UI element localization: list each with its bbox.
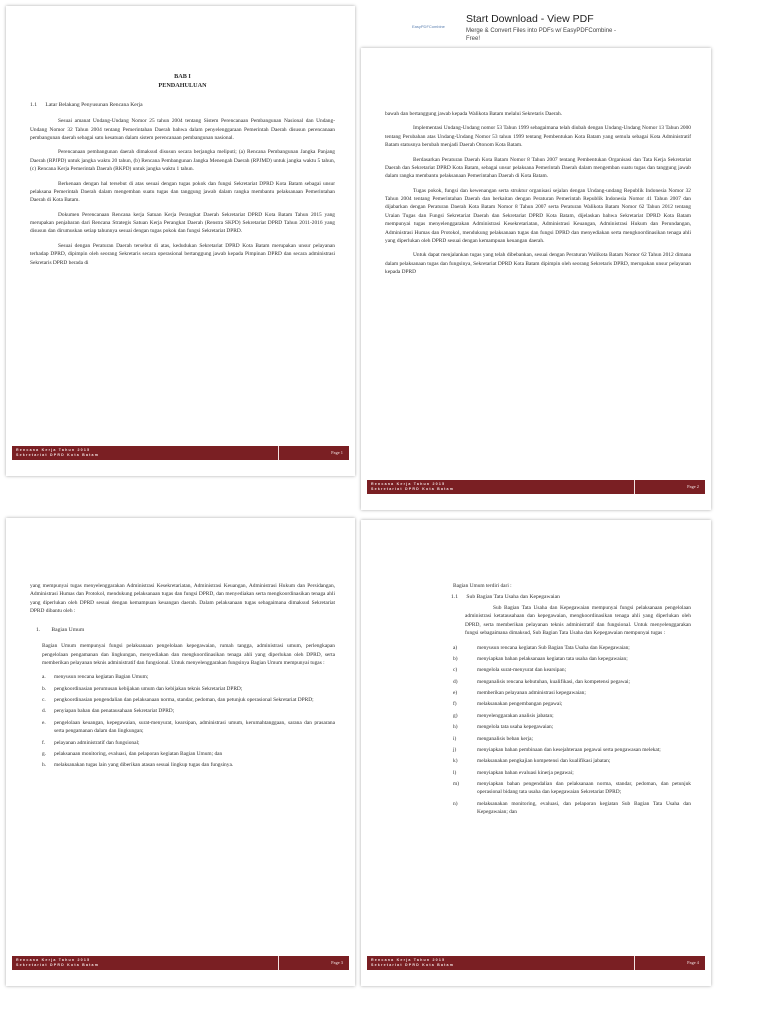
paragraph: Berkenaan dengan hal tersebut di atas sesuai dengan tugas pokok dan fungsi Sekretariat DPRD Kota Batam sebagai unsur pelaksana Pemerintah Daerah dalam mengemban suatu tugas dan tanggung jawab dalam rangka membantu pelaksanaan Pemerintahan Daerah di Kota Batam. [30, 180, 335, 204]
list-item: g) menyelenggarakan analisis jabatan; [453, 712, 554, 719]
paragraph: Berdasarkan Peraturan Daerah Kota Batam Nomor 8 Tahun 2007 tentang Pembentukan Organisasi dan Tata Kerja Sekretariat Daerah dan Sekretariat DPRD Kota Batam, sebagai unsur pelaksana Pemerintah Daerah dalam mengemban suatu tugas dan tanggung jawab dalam rangka membantu pelaksanaan Pemerintahan Daerah di Kota Batam. [385, 156, 691, 180]
subsection-title: Bagian Umum [51, 626, 85, 633]
paragraph: Implementasi Undang-Undang nomor 53 Tahun 1999 sebagaimana telah diubah dengan Undang-Undang Nomor 13 Tahun 2000 tentang Perubahan atas Undang-Undang Nomor 53 tahun 1999 tentang Pembentukan Kota Batam yang semula sebagai Kota Administratif Batam statusnya berubah menjadi Daerah Otonom Kota Batam. [385, 125, 691, 149]
paragraph: Bagian Umum terdiri dari : [453, 583, 512, 589]
section-title: Latar Belakang Penyusunan Rencana Kerja [45, 101, 143, 108]
document-page-2 [361, 48, 711, 510]
paragraph: Perencanaan pembangunan daerah dimaksud disusun secara berjangka meliputi; (a) Rencana Pembangunan Jangka Panjang Daerah (RPJPD) untuk jangka waktu 20 tahun, (b) Rencana Pembangunan Jangka Menengah Daerah (RPJMD) untuk jangka waktu 5 tahun, (c) Rencana Kerja Pemerintah Daerah (RKPD) untuk jangka waktu 1 tahun. [30, 149, 335, 173]
subsection-heading [36, 626, 335, 635]
list-item: l) menyiapkan bahan evaluasi kinerja pegawai; [453, 769, 574, 776]
list-item: d) menganalisis rencana kebutuhan, kualifikasi, dan kompetensi pegawai; [453, 678, 630, 685]
footer-subtitle: Sekretariat DPRD Kota Batam [371, 963, 455, 967]
paragraph: yang mempunyai tugas menyelenggarakan Administrasi Kesekretariatan, Administrasi Keuangan, Administrasi Hukum dan Persidangan, Administrasi Humas dan Protokol, mendukung pelaksanaan tugas dan fungsi DPRD, dan menyediakan serta mengkoordinasikan tenaga ahli yang diperlukan oleh DPRD sesuai dengan kemampuan keuangan daerah. Dalam pelaksanaan tugas sebagaimana dimaksud Sekretariat DPRD dibantu oleh : [30, 583, 335, 615]
document-page-4 [361, 520, 711, 986]
ad-title-link[interactable]: Start Download - View PDF [466, 13, 594, 25]
paragraph: Tugas pokok, fungsi dan kewenangan serta struktur organisasi sejalan dengan Undang-undang Republik Indonesia Nomor 32 Tahun 2004 tentang Pemerintahan Daerah dan berkaitan dengan Peraturan Pemerintah Republik Indonesia Nomor 41 Tahun 2007 dan dijabarkan dengan Peraturan Daerah Kota Batam Nomor 8 Tahun 2007 serta Peraturan Walikota Batam Nomor 62 Tahun 2012 tentang Uraian Tugas dan Fungsi Sekretariat Daerah dan Sekretariat DPRD Kota Batam, dijelaskan bahwa Sekretariat DPRD Kota Batam mempunyai tugas menyelenggarakan Administrasi Kesekretariatan, Administrasi Keuangan, Administrasi Hukum dan Perundangan, Administrasi Humas dan Protokol, mendukung pelaksanaan tugas dan fungsi DPRD dan menyediakan serta mengkoordinasikan tenaga ahli yang diperlukan oleh DPRD sesuai dengan kemampuan keuangan daerah. [385, 187, 691, 244]
list-item: m) menyiapkan bahan pengendalian dan pelaksanaan norma, standar, pedoman, dan petunjuk operasional bidang tata usaha dan kepegawaian Sekretariat DPRD; [453, 781, 691, 796]
footer-divider [278, 446, 279, 460]
footer-subtitle: Sekretariat DPRD Kota Batam [16, 963, 100, 967]
footer-subtitle: Sekretariat DPRD Kota Batam [371, 487, 455, 491]
footer-divider [634, 480, 635, 494]
list-item: i) menganalisis beban kerja; [453, 735, 533, 742]
paragraph: bawah dan bertanggung jawab kepada Walikota Batam melalui Sekretaris Daerah. [385, 111, 562, 117]
subsection-number: 1. [36, 626, 41, 633]
task-list [447, 644, 691, 817]
page-footer [12, 446, 349, 460]
task-list [42, 673, 335, 769]
page-body [30, 582, 335, 773]
page-number: Page 3 [331, 960, 343, 965]
footer-title: Rencana Kerja Tahun 2015 [371, 482, 446, 486]
section-heading [30, 101, 335, 110]
list-item: e. pengelolaan keuangan, kepegawaian, surat-menyurat, kearsipan, administrasi umum, kerumahtanggaan, sarana dan prasarana serta pengamanan dalam dan lingkungan; [42, 719, 335, 735]
page-number: Page 2 [687, 484, 699, 489]
footer-subtitle: Sekretariat DPRD Kota Batam [16, 453, 100, 457]
list-item: a) menyusun rencana kegiatan Sub Bagian Tata Usaha dan Kepegawaian; [453, 644, 630, 651]
list-item: h) mengelola tata usaha kepegawaian; [453, 724, 554, 731]
list-item: b) menyiapkan bahan pelaksanaan kegiatan tata usaha dan kepegawaian; [453, 655, 628, 662]
paragraph: Sub Bagian Tata Usaha dan Kepegawaian mempunyai fungsi pelaksanaan pengelolaan administrasi ketatausahaan dan kepegawaian, mengkoordinasikan tenaga ahli yang diperlukan oleh DPRD, serta memberikan pelayanan teknis administratif dan fungsional. Untuk menyelenggarakan fungsi sebagaimana dimaksud, Sub Bagian Tata Usaha dan Kepegawaian mempunyai tugas : [465, 605, 691, 637]
footer-title: Rencana Kerja Tahun 2015 [16, 958, 91, 962]
ad-logo: EasyPDFCombine [412, 24, 445, 29]
subsection-title: Sub Bagian Tata Usaha dan Kepegawaian [466, 594, 560, 601]
page-footer [12, 956, 349, 970]
chapter-number: BAB I [174, 73, 191, 80]
page-number: Page 1 [331, 450, 343, 455]
page-body [385, 582, 691, 820]
paragraph: Sesuai dengan Peraturan Daerah tersebut di atas, kedudukan Sekretariat DPRD Kota Batam merupakan unsur pelayanan terhadap DPRD, dipimpin oleh seorang Sekretaris secara operasional bertanggung jawab kepada Pimpinan DPRD dan secara administrasi Sekretaris DPRD berada di [30, 242, 335, 266]
footer-title: Rencana Kerja Tahun 2015 [16, 448, 91, 452]
list-item: j) menyiapkan bahan pembinaan dan kesejahteraan pegawai serta pengawasan melekat; [453, 746, 661, 753]
subsection-number: 1.1 [451, 594, 458, 601]
download-ad-banner[interactable] [412, 10, 752, 46]
subsection-heading [451, 593, 691, 602]
paragraph: Dokumen Perencanaan Rencana kerja Satuan Kerja Perangkat Daerah Sekretariat DPRD Kota Batam Tahun 2015 yang merupakan penjabaran dari Rencana Strategis Satuan Kerja Perangkat Daerah (Renstra SKPD) Sekretariat DPRD Tahun 2011-2016 yang disusun dan dirumuskan setiap tahunnya sesuai dengan tugas pokok dan fungsi Sekretariat DPRD. [30, 211, 335, 235]
page-footer [367, 480, 705, 494]
page-body [385, 110, 691, 282]
list-item: k) melaksanakan pengkajian kompetensi dan kualifikasi jabatan; [453, 758, 611, 765]
chapter-title: PENDAHULUAN [158, 82, 207, 90]
list-item: c. pengkoordinasian pengendalian dan pelaksanaan norma, standar, pedoman, dan petunjuk operasional Sekretariat DPRD; [42, 697, 314, 704]
footer-divider [278, 956, 279, 970]
paragraph: Untuk dapat menjalankan tugas yang telah dibebankan, sesuai dengan Peraturan Walikota Batam Nomor 62 Tahun 2012 dimana dalam pelaksanaan tugas dan fungsinya, Sekretariat DPRD Kota Batam dipimpin oleh seorang Sekretaris DPRD, merupakan unsur pelayanan kepada DPRD [385, 252, 691, 275]
list-item: a. menyusun rencana kegiatan Bagian Umum; [42, 674, 149, 681]
page-number: Page 4 [687, 960, 699, 965]
document-page-1 [6, 6, 355, 476]
ad-subtitle: Merge & Convert Files into PDFs w/ EasyPDFCombine - Free! [466, 28, 617, 43]
list-item: g. pelaksanaan monitoring, evaluasi, dan pelaporan kegiatan Bagian Umum; dan [42, 750, 223, 757]
list-item: c) mengelola surat-menyurat dan kearsipan; [453, 667, 567, 674]
list-item: d. penyiapan bahan dan penatausahaan Sekretariat DPRD; [42, 708, 175, 715]
footer-title: Rencana Kerja Tahun 2015 [371, 958, 446, 962]
list-item: e) memberikan pelayanan administrasi kepegawaian; [453, 690, 586, 697]
page-footer [367, 956, 705, 970]
paragraph: Bagian Umum mempunyai fungsi pelaksanaan pengelolaan kepegawaian, rumah tangga, administrasi umum, perlengkapan pengelolaan pengamanan dan lingkungan, menyediakan dan mengkoordinasikan tenaga ahli yang diperlukan oleh DPRD, serta memberikan pelayanan teknis administratif dan fungsional. Untuk menyelenggarakan fungsinya Bagian Umum mempunyai tugas : [42, 643, 335, 666]
list-item: f. pelayanan administratif dan fungsional; [42, 739, 140, 746]
list-item: b. pengkoordinasian perumusan kebijakan umum dan kebijakan teknis Sekretariat DPRD; [42, 685, 243, 692]
document-page-3 [6, 518, 355, 986]
footer-divider [634, 956, 635, 970]
paragraph: Sesuai amanat Undang-Undang Nomor 25 tahun 2004 tentang Sistem Perencanaan Pembangunan Nasional dan Undang-Undang Nomor 32 Tahun 2004 tentang Pemerintahan Daerah bahwa dalam penyelenggaraan Pemerintah Daerah disusun perencanaan pembangunan daerah sebagai satu kesatuan dalam sistem perencanaan pembangunan nasional. [30, 118, 335, 141]
section-number: 1.1 [30, 101, 37, 108]
list-item: f) melaksanakan pengembangan pegawai; [453, 701, 563, 708]
page-body [30, 72, 335, 273]
list-item: n) melaksanakan monitoring, evaluasi, dan pelaporan kegiatan Sub Bagian Tata Usaha dan Kepegawaian; dan [453, 800, 691, 816]
list-item: h. melaksanakan tugas lain yang diberikan atasan sesuai lingkup tugas dan fungsinya. [42, 762, 234, 769]
